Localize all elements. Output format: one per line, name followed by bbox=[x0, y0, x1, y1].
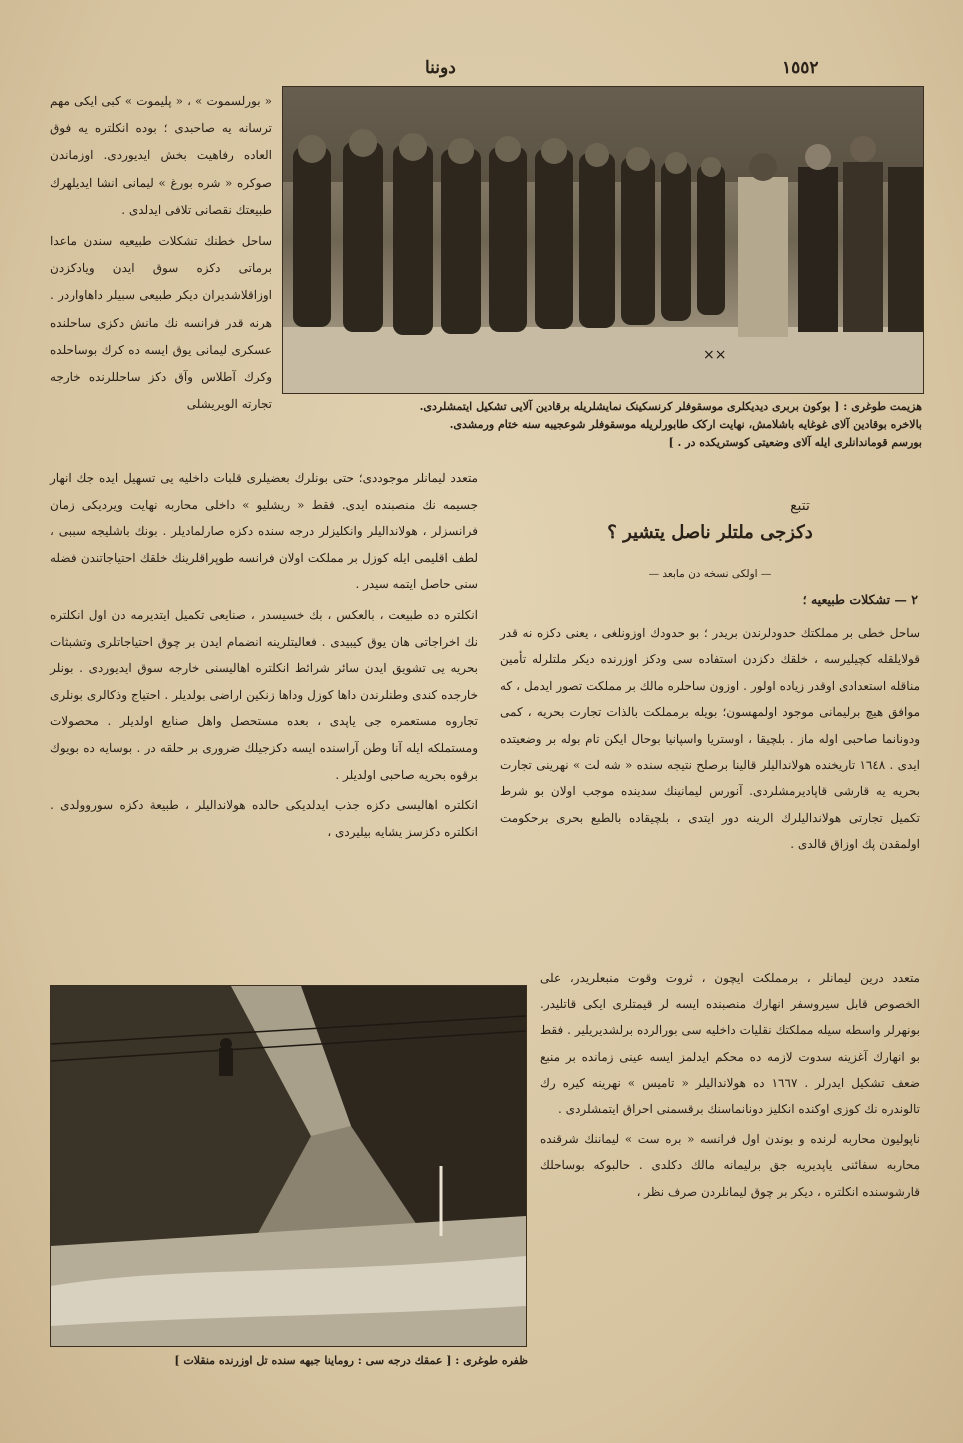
caption-line: هزیمت طوغری : [ بوکون بربری دیدیکلری موسقوفلر کرنسکینک نمایشلریله برقادین آلایی تشکیل ایتمشلردی. bbox=[419, 400, 922, 413]
article-subtitle: — اولکی نسخه دن مابعد — bbox=[648, 568, 772, 580]
article-right-column-lower bbox=[540, 965, 920, 1209]
article-right-column bbox=[500, 620, 920, 862]
bottom-photo-caption: ظفره طوغری : [ عمقك درجه سی : روماینا جبهه سنده تل اوزرنده منقلات ] bbox=[174, 1354, 528, 1367]
paragraph: ساحل خطی بر مملکتك حدودلرندن بریدر ؛ بو حدودك اوزونلغی ، یعنی دکزه نه قدر قولایلقله کچیلیرسه ، خلقك دکزدن استفاده سی ودکز اوزرنده دیکر ملتلرله تأمین مناقله استعدادی اوقدر زیاده اولور . اوزون ساحلره مالك بر مملکت تصور ایدمل ، که موافق هیچ برلیمانی موجود اولمهسون؛ بویله برمملکت بالذات تجارت بحریه ، کمی ودونانما صاحبی اوله ماز . بلچیقا ، اوستریا واسپانیا بوحال ایکن تام بوله بر وضعیتده ایدی . ١٦٤٨ تاریخنده هولاندالیلر قالینا برصلح نتیجه سنده « شه لت » نهرینی تجارت بحریه یه قارشی قاپادیرمشلردی. آنورس لیمانینك سدینده موجب اولان بو شرط تکمیل تجارتی هولاندالیلرك الرینه دور ایتدی ، بلچیقاده بالطبع بحری برحکومت اولمقدن پك اوزاق قالدی . bbox=[500, 626, 921, 852]
left-column-top bbox=[50, 88, 272, 422]
paragraph: « بورلسموت » ، « پلیموت » کبی ایکی مهم ترسانه یه صاحبدی ؛ بوده انکلتره یه فوق العاده رفاهیت بخش ایدیوردی. اوزماندن صوکره « شره بورغ » لیمانی انشا ایدیلهرك طبیعتك نقصانی تلافی ایدلدی . bbox=[50, 94, 272, 217]
photo-marks: ×× bbox=[703, 347, 727, 363]
caption-line: بورسم قوماندانلری ایله آلای وضعیتی کوستریکده در . ] bbox=[668, 436, 922, 449]
bottom-photo bbox=[50, 985, 527, 1347]
top-photo bbox=[282, 86, 924, 394]
magazine-title: دوننا bbox=[425, 58, 456, 78]
section-heading: ٢ — تشکلات طبیعیه ؛ bbox=[802, 592, 918, 607]
top-photo-caption bbox=[282, 398, 922, 452]
paragraph: انکلتره ده طبیعت ، بالعکس ، بك خسیسدر ، صنایعی تکمیل ایتدیرمه دن اول انکلتره نك اخراجاتی هان یوق کیبیدی . فعالیتلرینه انضمام ایدن بر چوق احتیاجاتلری وتشبثات بحریه یی تشویق ایدن سائر شرائط انکلتره اهالیسنی خارجه سوق ایدیوردی . بونلر خارجده کندی وطنلرندن داها کوزل وداها زنکین اراضی بولدیلر . احتیاج وذکالری بونلری تجاروه مستعمره جی یاپدی ، بعده مستحصل واهل صنایع اولدیلر . محصولات ومستملکه ایله آنا وطن آراسنده ایسه دکزجیلك ضروری بر حلقه در . بوسایه ده بویوك برقوه بحریه صاحبی اولدیلر . bbox=[50, 607, 478, 782]
soldiers-photo-image bbox=[283, 87, 923, 393]
caption-line: بالاخره بوقادین آلای غوغایه باشلامش، نهایت ارکک طابورلریله موسقوفلر شوعجیبه سنه ختام ورمشدی. bbox=[449, 418, 922, 431]
paragraph: انکلتره اهالیسی دکزه جذب ایدلدیکی حالده هولاندالیلر ، طبیعة دکزه سوروولدی . انکلتره دکزسز یشایه بیلیردی ، bbox=[50, 798, 478, 839]
article-ornament: تتبع bbox=[790, 498, 810, 514]
article-title: دکزجی ملتلر ناصل یتشیر ؟ bbox=[607, 522, 813, 543]
paragraph: ساحل خطنك تشکلات طبیعیه سندن ماعدا برماتی دکزه سوق ایدن ویادکزدن اوزاقلاشدیران دیکر طبیعی سبیلر داهاواردر . هرنه قدر فرانسه نك مانش دکزی ساحلنده عسکری لیمانی یوق ایسه ده کرك بوساحلده وکرك آطلاس وآق دکز ساحللرنده خارجه تجارته الویریشلی bbox=[50, 234, 272, 412]
paragraph: ناپولیون محاربه لرنده و بوندن اول فرانسه « بره ست » لیماننك شرقنده محاربه سفائنی یاپدیریه جق برلیمانه مالك دکلدی . حالبوکه بوساحلك قارشوسنده انکلتره ، دیکر بر چوق لیمانلردن صرف نظر ، bbox=[540, 1132, 920, 1199]
valley-photo-image bbox=[51, 986, 526, 1346]
paragraph: متعدد لیمانلر موجوددی؛ حتی بونلرك بعضیلری قلبات داخلیه یی تسهیل ایده جك انهار جسیمه نك منصبنده ایدی. فقط « ریشلیو » داخلی محاربه نهایت ویردیکی زمان فرانسزلر ، هولاندالیلر وانکلیزلر درجه سنده دکزه صارلمادیلر . بونك باشلیجه سببی ، لطف اقلیمی ایله کوزل بر مملکت اولان فرانسه طوپراقلرینك خلقك احتیاجاتندن فضله سنی حاصل ایتمه سیدر . bbox=[50, 471, 478, 592]
paragraph: متعدد درین لیمانلر ، برمملکت ایچون ، ثروت وقوت منبعلریدر، علی الخصوص قابل سیروسفر انهارك منصبنده ایسه لر قیمتلری ایکی قاتلیدر. بونهرلر واسطه سیله مملکتك نقلیات داخلیه سی بورالرده برلشدیریلیر . فقط بو انهارك آغزینه سدوت لازمه ده محکم ایدلمز ایسه عینی زمانده بر منبع ضعف تشکیل ایدرلر . ١٦٦٧ ده هولاندالیلر « تامیس » نهرینه کیره رك تالوندره نك کوزی اوکنده انکلیز دونانماسنك برقسمنی احراق ایتمشلردی . bbox=[540, 971, 920, 1117]
page-number: ١٥٥٢ bbox=[782, 58, 819, 78]
left-column-middle bbox=[50, 465, 478, 849]
